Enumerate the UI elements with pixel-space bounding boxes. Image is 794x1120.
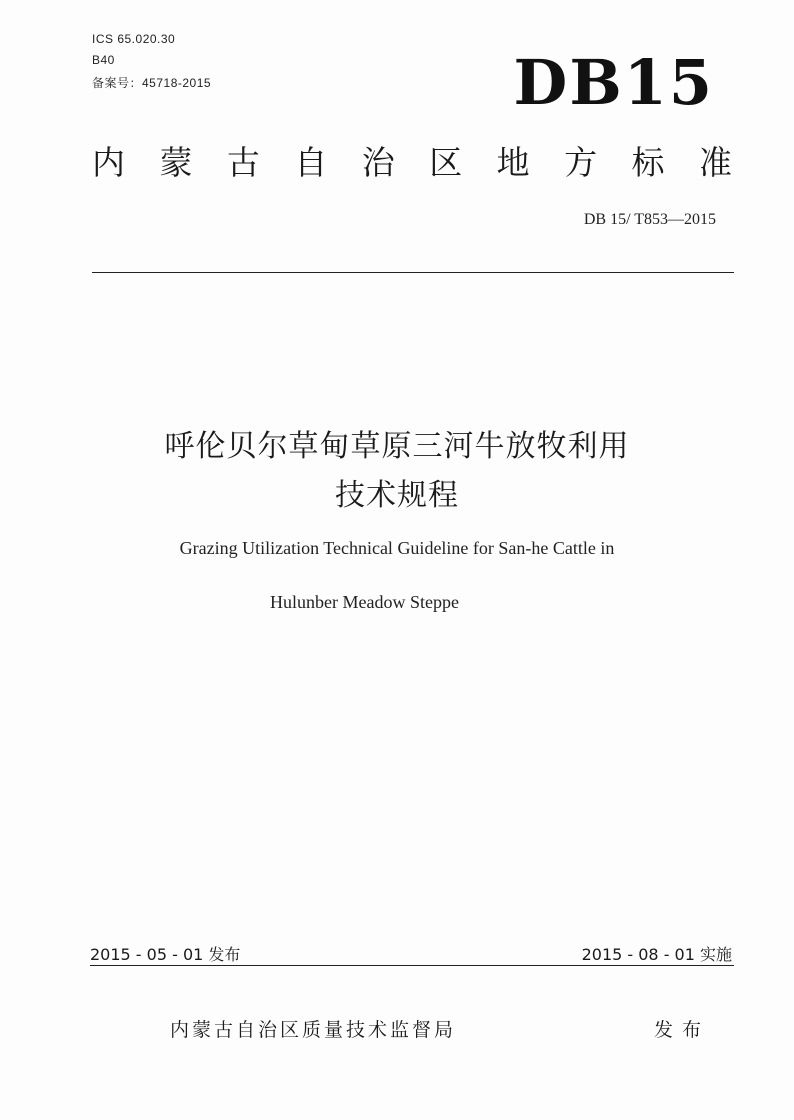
publisher-name: 内蒙古自治区质量技术监督局 [170,1019,457,1041]
standard-type-char: 标 [631,143,665,182]
standard-type-char: 蒙 [159,143,193,182]
standard-type-char: 自 [294,143,328,182]
standard-type-char: 准 [698,143,732,182]
ccs-code: B40 [92,53,115,67]
standard-type-char: 古 [226,143,260,182]
implementation-date: 2015 - 08 - 01 实施 [581,945,732,964]
top-divider [92,272,734,273]
db-code-logo: DB15 [513,46,714,119]
standard-type-char: 治 [361,143,395,182]
standard-number: DB 15/ T853—2015 [583,211,716,228]
issue-date: 2015 - 05 - 01 发布 [90,945,241,964]
title-zh-line-2: 技术规程 [335,478,459,513]
ics-code: ICS 65.020.30 [92,32,176,46]
title-zh-line-1: 呼伦贝尔草甸草原三河牛放牧利用 [164,429,630,464]
standard-type-char: 区 [429,143,463,182]
record-number: 备案号：45718-2015 [92,76,212,90]
standard-type-char: 内 [92,143,125,182]
publisher-action: 发布 [653,1019,710,1041]
standard-type-heading [92,143,732,182]
standard-type-char: 地 [496,143,530,182]
bottom-divider [90,965,734,966]
publisher-line [170,1015,710,1042]
title-en-line-1: Grazing Utilization Technical Guideline for San-he Cattle in [179,538,615,558]
title-en-line-2: Hulunber Meadow Steppe [270,592,459,612]
standard-type-char: 方 [564,143,598,182]
